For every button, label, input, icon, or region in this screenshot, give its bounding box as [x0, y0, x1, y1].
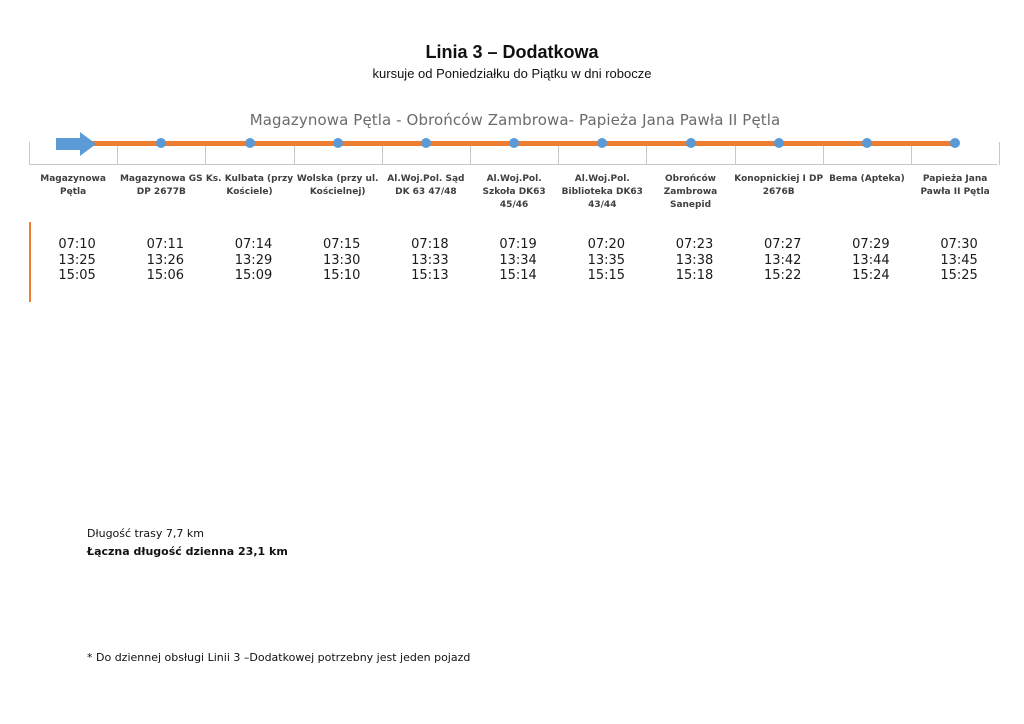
stop-dot [333, 138, 343, 148]
departure-time: 13:29 [234, 252, 273, 268]
route-axis [29, 164, 997, 165]
stop-label: Bema (Apteka) [829, 174, 905, 184]
departure-time: 07:18 [411, 237, 449, 252]
stop-label: Al.Woj.Pol. Szkoła DK63 45/46 [482, 174, 546, 210]
departure-time: 15:05 [58, 268, 96, 283]
departure-time: 07:27 [763, 237, 802, 252]
departure-time: 15:06 [146, 268, 185, 283]
departure-times-column [655, 237, 735, 284]
stop-label: Magazynowa GS DP 2677B [119, 174, 203, 197]
departure-time: 13:42 [763, 252, 802, 268]
stop-label: Ks. Kulbata (przy Kościele) [205, 174, 294, 197]
departure-time: 13:38 [675, 252, 714, 268]
departure-time: 07:15 [322, 237, 361, 252]
departure-time: 15:14 [499, 268, 537, 283]
departure-time: 07:14 [234, 237, 273, 252]
departure-time: 13:45 [940, 252, 978, 268]
departure-times-column [478, 237, 558, 284]
departure-time: 07:20 [587, 237, 626, 252]
departure-time: 13:26 [146, 252, 185, 268]
departure-times-column [214, 237, 294, 284]
footnote: * Do dziennej obsługi Linii 3 –Dodatkowej potrzebny jest jeden pojazd [87, 651, 471, 664]
departure-times-column [919, 237, 999, 284]
stop-dot [509, 138, 519, 148]
page-subtitle: kursuje od Poniedziałku do Piątku w dni robocze [372, 66, 652, 81]
departure-time: 07:19 [499, 237, 537, 252]
daily-length-text: Łączna długość dzienna 23,1 km [87, 545, 288, 558]
departure-time: 15:09 [234, 268, 273, 283]
departure-time: 13:30 [322, 252, 361, 268]
departure-times-column [302, 237, 382, 284]
route-length-text: Długość trasy 7,7 km [87, 527, 204, 540]
departure-time: 13:25 [58, 252, 96, 268]
departure-time: 15:25 [940, 268, 978, 283]
stop-label: Al.Woj.Pol. Sąd DK 63 47/48 [387, 174, 465, 197]
stop-dot [597, 138, 607, 148]
stop-dot [950, 138, 960, 148]
departure-times-column [37, 237, 117, 284]
stop-dot [862, 138, 872, 148]
departure-time: 15:22 [763, 268, 802, 283]
stop-label: Wolska (przy ul. Kościelnej) [296, 174, 379, 197]
stop-label: Obrońców Zambrowa Sanepid [663, 174, 718, 210]
departure-time: 15:18 [675, 268, 714, 283]
axis-tick [999, 142, 1000, 165]
departure-time: 13:35 [587, 252, 626, 268]
departure-times-column [566, 237, 646, 284]
stop-dot [421, 138, 431, 148]
stop-label: Konopnickiej I DP 2676B [734, 174, 824, 197]
departure-times-column [831, 237, 911, 284]
stop-label: Magazynowa Pętla [40, 174, 106, 197]
page-title: Linia 3 – Dodatkowa [425, 42, 599, 62]
departure-time: 15:15 [587, 268, 626, 283]
stop-dot [245, 138, 255, 148]
stop-dot [156, 138, 166, 148]
departure-time: 13:44 [852, 252, 890, 268]
stop-label: Al.Woj.Pol. Biblioteka DK63 43/44 [561, 174, 643, 210]
departure-time: 07:11 [146, 237, 185, 252]
stop-label: Papieża Jana Pawła II Pętla [920, 174, 990, 197]
departure-time: 15:10 [322, 268, 361, 283]
departure-time: 13:34 [499, 252, 537, 268]
departure-time: 07:29 [852, 237, 890, 252]
departure-time: 15:13 [411, 268, 449, 283]
timetable-marker [29, 222, 31, 302]
departure-time: 07:30 [940, 237, 978, 252]
stop-dot [686, 138, 696, 148]
direction-arrow-icon [56, 132, 96, 156]
departure-time: 07:10 [58, 237, 96, 252]
departure-times-column [125, 237, 205, 284]
departure-times-column [743, 237, 823, 284]
stop-dot [774, 138, 784, 148]
departure-time: 07:23 [675, 237, 714, 252]
route-name: Magazynowa Pętla - Obrońców Zambrowa- Papieża Jana Pawła II Pętla [249, 111, 781, 129]
departure-time: 15:24 [852, 268, 890, 283]
axis-tick [29, 142, 30, 165]
departure-time: 13:33 [411, 252, 449, 268]
departure-times-column [390, 237, 470, 284]
